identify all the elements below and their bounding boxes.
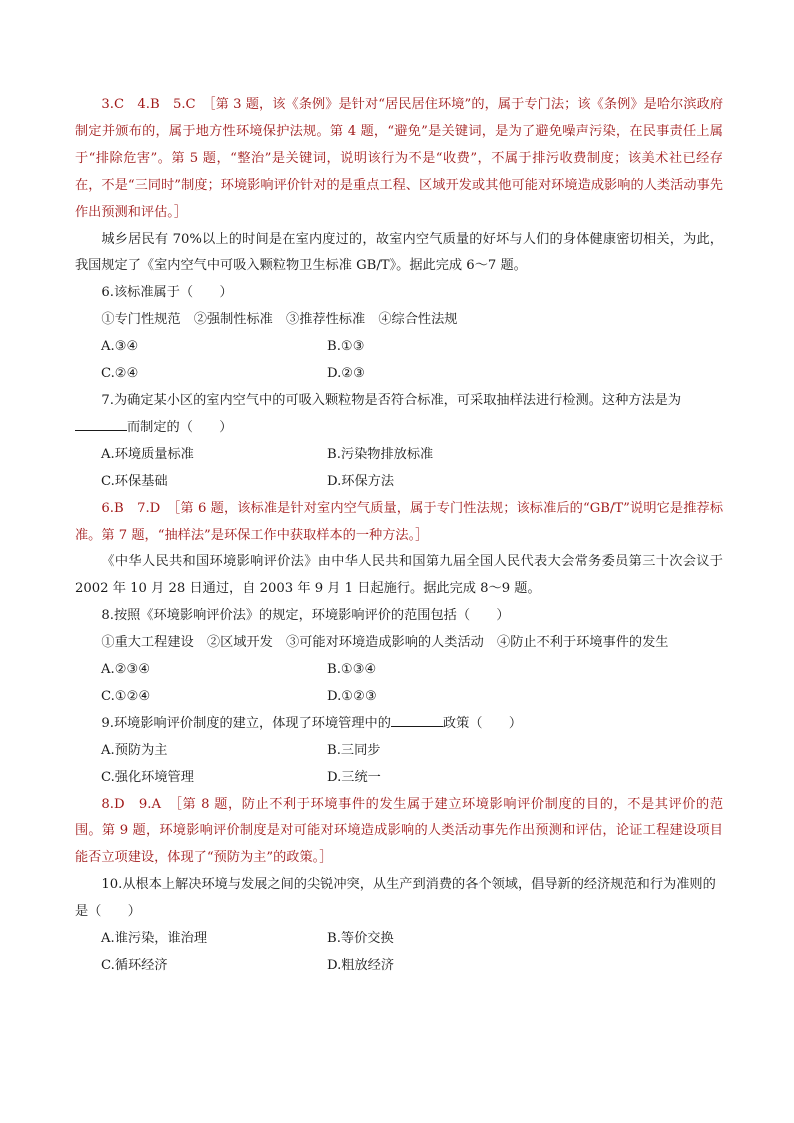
option-c: C.强化环境管理 bbox=[101, 769, 194, 785]
question-10-options-row-2 bbox=[75, 953, 723, 980]
answer-keys: 3.C 4.B 5.C bbox=[101, 97, 196, 112]
answer-keys: 6.B 7.D bbox=[101, 500, 161, 516]
question-9-options-row-1 bbox=[75, 738, 723, 765]
option-d: D.②③ bbox=[327, 366, 365, 382]
answer-explanation: ［第 3 题，该《条例》是针对“居民居住环境”的，属于专门法；该《条例》是哈尔滨政府制定并颁布的，属于地方性环境保护法规。第 4 题，“避免”是关键词，是为了避免噪声污染，在民事责任上属于“排除危害”。第 5 题，“整治”是关键词，说明该行为不是“收费”，不属于排污收费制度；该美术社已经存在，不是“三同时”制度；环境影响评价针对的是重点工程、区域开发或其他可能对环境造成影响的人类活动事先作出预测和评估。］ bbox=[75, 97, 724, 220]
option-a: A.③④ bbox=[101, 339, 139, 355]
option-d: D.三统一 bbox=[327, 769, 381, 785]
question-8-options-row-2 bbox=[75, 684, 723, 711]
question-8-options-row-1 bbox=[75, 657, 723, 684]
option-d: D.①②③ bbox=[327, 688, 377, 704]
material-1: 城乡居民有 70%以上的时间是在室内度过的，故室内空气质量的好坏与人们的身体健康密切相关，为此，我国规定了《室内空气中可吸入颗粒物卫生标准 GB/T》。据此完成 6～7 题。 bbox=[75, 231, 723, 274]
answer-block-3-5 bbox=[75, 92, 723, 227]
question-6-options-row-1 bbox=[75, 334, 723, 361]
fill-blank bbox=[391, 712, 443, 727]
option-d: D.环保方法 bbox=[327, 473, 395, 489]
option-b: B.①③ bbox=[327, 339, 365, 355]
answer-block-8-9 bbox=[75, 792, 723, 873]
question-7-options-row-2 bbox=[75, 469, 723, 496]
option-c: C.环保基础 bbox=[101, 473, 168, 489]
answer-explanation: ［第 8 题，防止不利于环境事件的发生属于建立环境影响评价制度的目的，不是其评价的范围。第 9 题，环境影响评价制度是对可能对环境造成影响的人类活动事先作出预测和评估，论证工程建设项目能否立项建设，体现了“预防为主”的政策。］ bbox=[75, 796, 724, 866]
question-6-items: ①专门性规范 ②强制性标准 ③推荐性标准 ④综合性法规 bbox=[101, 312, 458, 328]
answer-block-6-7 bbox=[75, 496, 723, 550]
question-7-options-row-1 bbox=[75, 442, 723, 469]
question-6-options-row-2 bbox=[75, 361, 723, 388]
question-7-stem-tail: 而制定的（ ） bbox=[127, 419, 233, 435]
document-page bbox=[75, 92, 723, 980]
fill-blank bbox=[75, 416, 127, 431]
option-a: A.②③④ bbox=[101, 662, 151, 678]
question-9-options-row-2 bbox=[75, 765, 723, 792]
question-8-items: ①重大工程建设 ②区域开发 ③可能对环境造成影响的人类活动 ④防止不利于环境事件的发生 bbox=[101, 635, 669, 651]
answer-keys: 8.D 9.A bbox=[101, 796, 161, 812]
option-b: B.等价交换 bbox=[327, 931, 394, 947]
option-b: B.①③④ bbox=[327, 662, 377, 678]
option-c: C.①②④ bbox=[101, 688, 151, 704]
question-8-stem: 8.按照《环境影响评价法》的规定，环境影响评价的范围包括（ ） bbox=[101, 608, 510, 624]
question-7-stem bbox=[75, 388, 723, 442]
question-9-stem bbox=[75, 711, 723, 738]
option-d: D.粗放经济 bbox=[327, 958, 395, 973]
option-a: A.预防为主 bbox=[101, 742, 168, 758]
option-b: B.三同步 bbox=[327, 742, 381, 758]
option-b: B.污染物排放标准 bbox=[327, 446, 434, 462]
material-2: 《中华人民共和国环境影响评价法》由中华人民共和国第九届全国人民代表大会常务委员第三十次会议于 2002 年 10 月 28 日通过，自 2003 年 9 月 1 日起施行。据此完成 8～9 题。 bbox=[75, 554, 723, 597]
option-c: C.②④ bbox=[101, 366, 139, 382]
question-10-options-row-1 bbox=[75, 926, 723, 953]
option-a: A.谁污染，谁治理 bbox=[101, 931, 208, 947]
option-a: A.环境质量标准 bbox=[101, 446, 194, 462]
question-10-stem: 10.从根本上解决环境与发展之间的尖锐冲突，从生产到消费的各个领域，倡导新的经济规范和行为准则的是（ ） bbox=[75, 877, 716, 920]
question-7-stem-text: 7.为确定某小区的室内空气中的可吸入颗粒物是否符合标准，可采取抽样法进行检测。这种方法是为 bbox=[101, 392, 682, 408]
question-6-stem: 6.该标准属于（ ） bbox=[101, 285, 233, 301]
question-9-stem-tail: 政策（ ） bbox=[442, 715, 523, 731]
question-9-stem-text: 9.环境影响评价制度的建立，体现了环境管理中的 bbox=[101, 715, 391, 731]
answer-explanation: ［第 6 题，该标准是针对室内空气质量，属于专门性法规；该标准后的“GB/T”说明它是推荐标准。第 7 题，“抽样法”是环保工作中获取样本的一种方法。］ bbox=[75, 500, 724, 543]
option-c: C.循环经济 bbox=[101, 958, 168, 973]
